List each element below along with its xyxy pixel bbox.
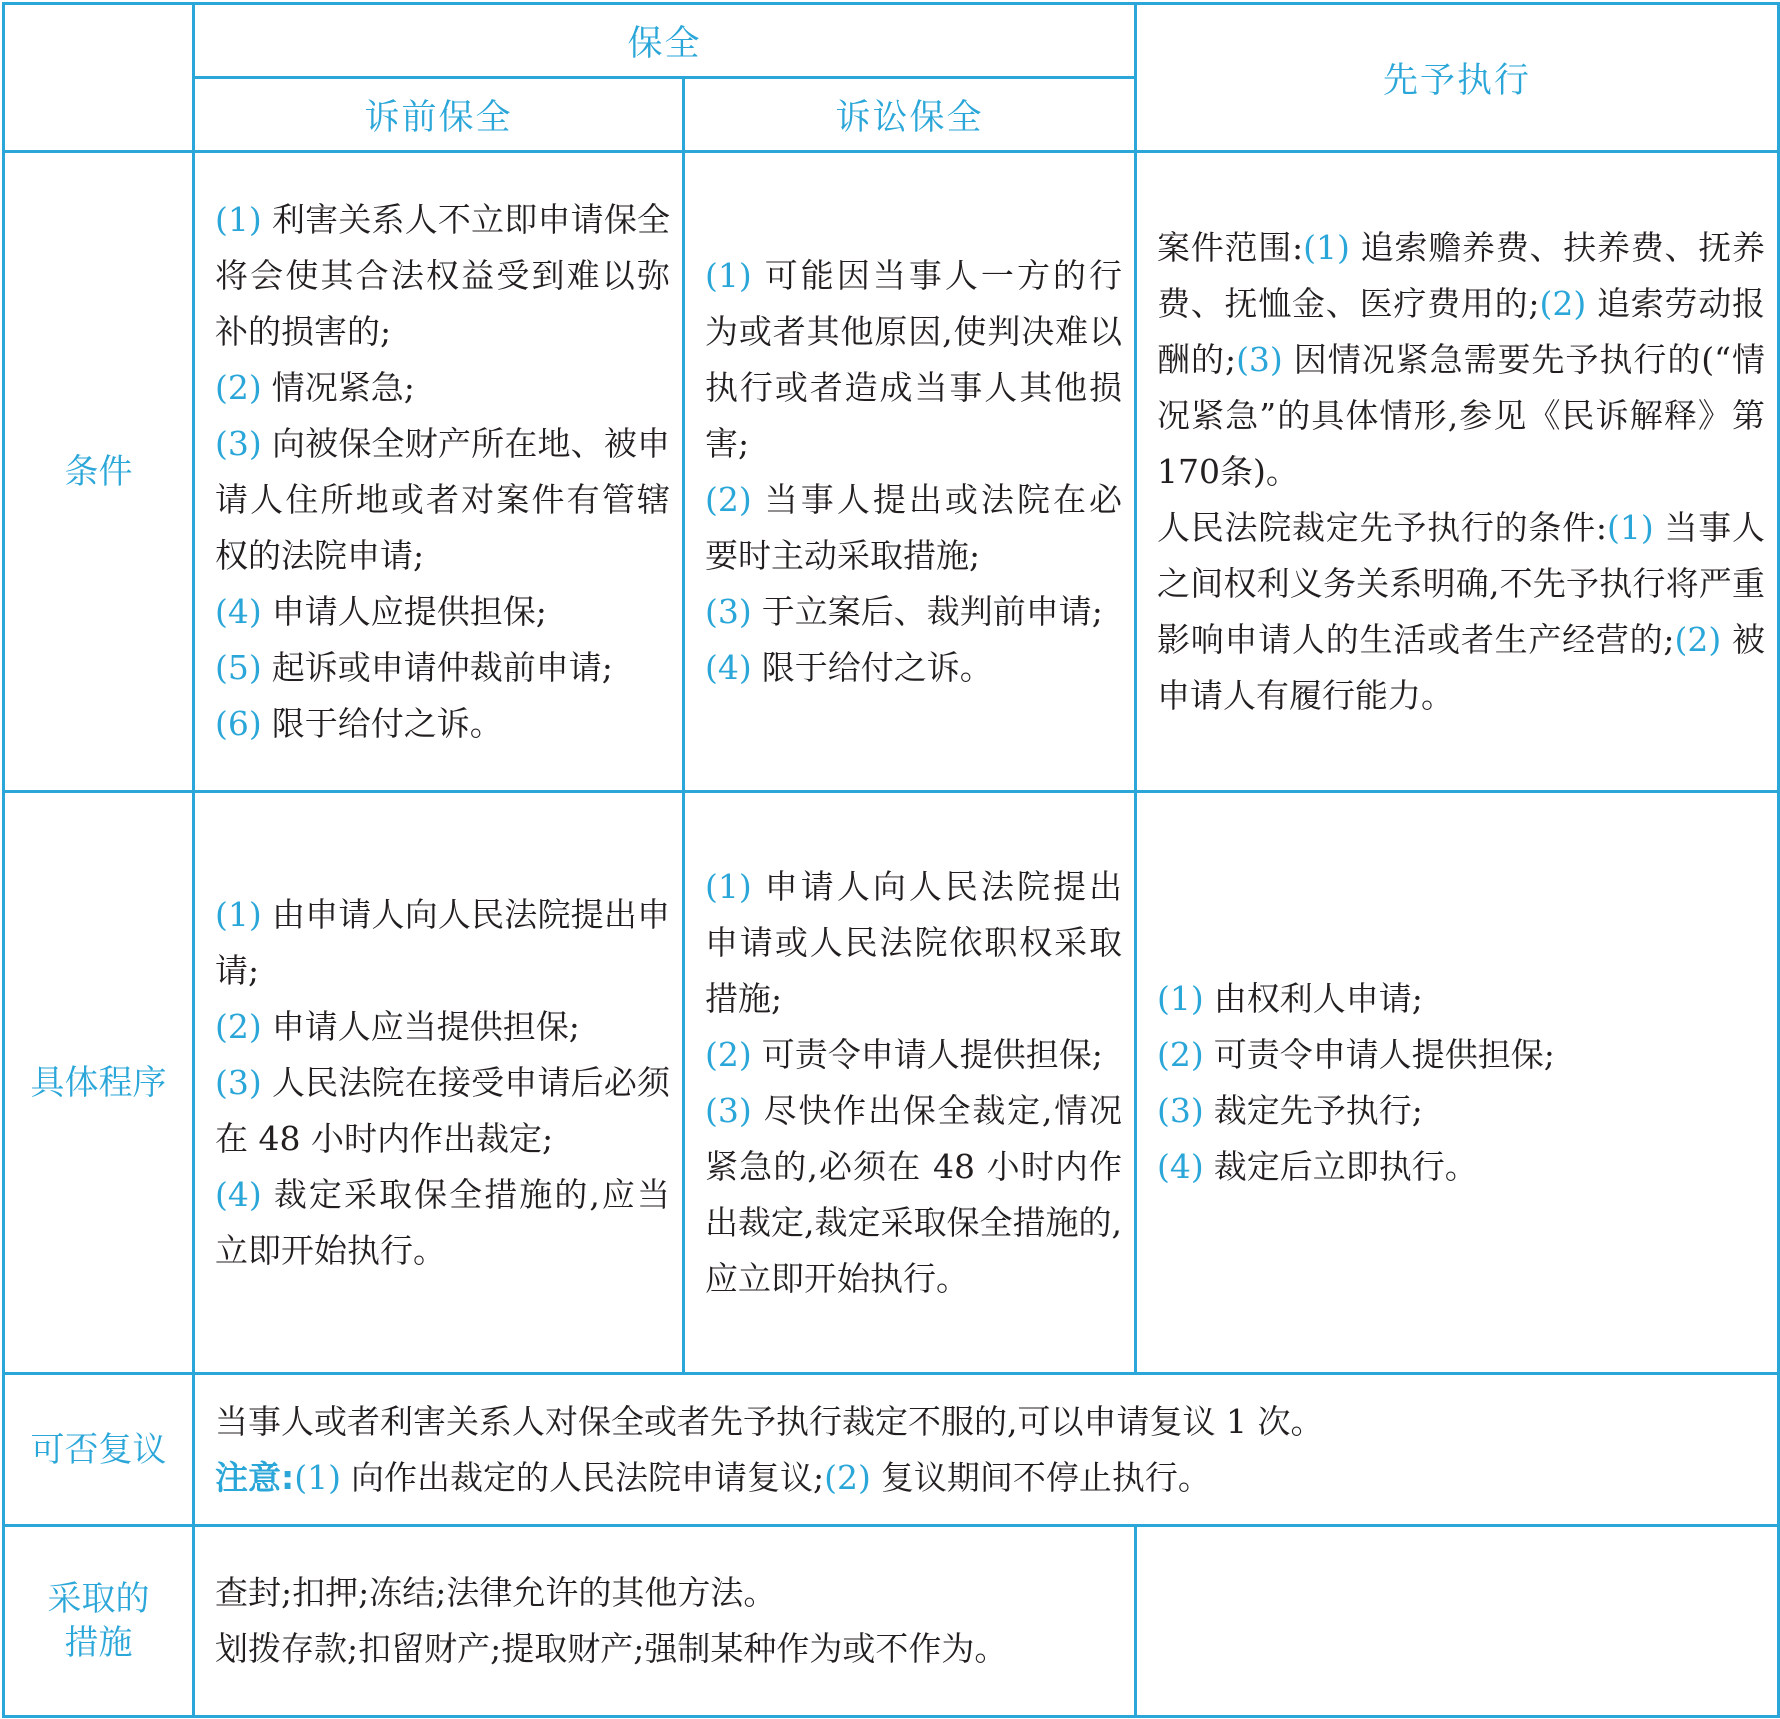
list-item: (4) 限于给付之诉。 [705,647,993,687]
list-item: (3) 裁定先予执行; [1157,1090,1423,1130]
header-xianyu: 先予执行 [1136,4,1779,152]
row-label-chengxu: 具体程序 [4,792,194,1374]
cell-tiaojian-susong [684,152,1136,792]
list-item: (2) 可责令申请人提供担保; [1157,1034,1555,1074]
list-item: (1) 利害关系人不立即申请保全将会使其合法权益受到难以弥补的损害的; [215,199,670,351]
cell-cuoshi-baoquan [194,1526,1136,1717]
comparison-table [2,2,1780,1718]
row-label-cuoshi: 采取的 措施 [4,1526,194,1717]
fuyi-text: 当事人或者利害关系人对保全或者先予执行裁定不服的,可以申请复议 1 次。 [215,1401,1324,1441]
cell-tiaojian-xianyu [1136,152,1779,792]
cell-chengxu-suqian [194,792,684,1374]
list-item: (4) 裁定后立即执行。 [1157,1146,1478,1186]
cuoshi-line: 划拨存款;扣留财产;提取财产;强制某种作为或不作为。 [215,1629,1008,1668]
list-item: (4) 裁定采取保全措施的,应当立即开始执行。 [215,1174,670,1270]
list-item: (1) 可能因当事人一方的行为或者其他原因,使判决难以执行或者造成当事人其他损害; [705,255,1123,463]
header-susong: 诉讼保全 [684,78,1136,152]
cell-fuyi [194,1374,1779,1526]
list-item: (2) 当事人提出或法院在必要时主动采取措施; [705,479,1123,575]
header-baoquan: 保全 [194,4,1136,78]
cuoshi-line: 查封;扣押;冻结;法律允许的其他方法。 [215,1573,777,1612]
list-item: (1) 由权利人申请; [1157,978,1423,1018]
list-item: (2) 申请人应当提供担保; [215,1006,580,1046]
fuyi-note: 注意:(1) 向作出裁定的人民法院申请复议;(2) 复议期间不停止执行。 [215,1457,1211,1497]
list-item: (3) 向被保全财产所在地、被申请人住所地或者对案件有管辖权的法院申请; [215,423,670,575]
condition-paragraph: 人民法院裁定先予执行的条件:(1) 当事人之间权利义务关系明确,不先予执行将严重影响申请人的生活或者生产经营的;(2) 被申请人有履行能力。 [1157,507,1766,715]
list-item: (3) 人民法院在接受申请后必须在 48 小时内作出裁定; [215,1062,670,1158]
list-item: (3) 于立案后、裁判前申请; [705,591,1103,631]
cell-cuoshi-xianyu [1136,1526,1779,1717]
row-label-fuyi: 可否复议 [4,1374,194,1526]
list-item: (2) 情况紧急; [215,367,415,407]
scope-paragraph: 案件范围:(1) 追索赡养费、扶养费、抚养费、抚恤金、医疗费用的;(2) 追索劳动报酬的;(3) 因情况紧急需要先予执行的(“情况紧急”的具体情形,参见《民诉解释》第170条)。 [1157,227,1766,491]
list-item: (3) 尽快作出保全裁定,情况紧急的,必须在 48 小时内作出裁定,裁定采取保全措施的,应立即开始执行。 [705,1090,1123,1298]
cell-chengxu-xianyu [1136,792,1779,1374]
list-item: (1) 申请人向人民法院提出申请或人民法院依职权采取措施; [705,866,1123,1018]
list-item: (1) 由申请人向人民法院提出申请; [215,894,670,990]
cell-tiaojian-suqian [194,152,684,792]
list-item: (6) 限于给付之诉。 [215,703,503,743]
row-label-tiaojian: 条件 [4,152,194,792]
header-suqian: 诉前保全 [194,78,684,152]
cell-chengxu-susong [684,792,1136,1374]
list-item: (5) 起诉或申请仲裁前申请; [215,647,613,687]
list-item: (4) 申请人应提供担保; [215,591,547,631]
corner-cell [4,4,194,152]
list-item: (2) 可责令申请人提供担保; [705,1034,1103,1074]
